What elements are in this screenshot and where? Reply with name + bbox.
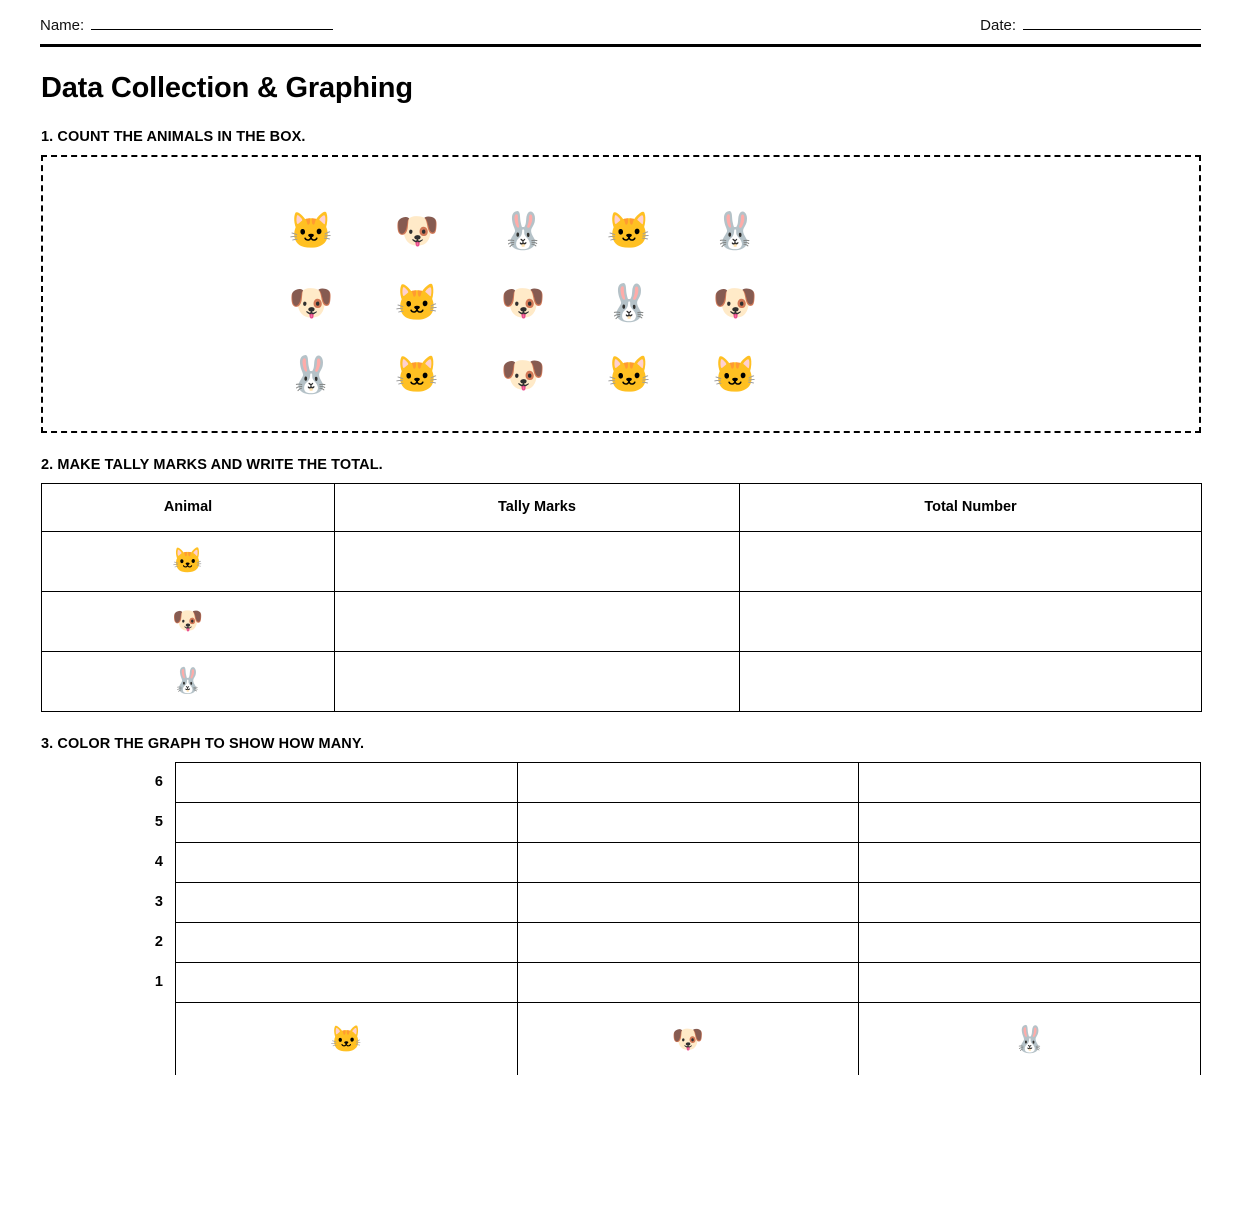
section-1-heading: 1. COUNT THE ANIMALS IN THE BOX. xyxy=(41,128,306,145)
name-input-line[interactable] xyxy=(91,16,333,30)
dog-icon: 🐶 xyxy=(42,591,335,651)
date-label: Date: xyxy=(980,17,1016,34)
y-axis-tick-6: 6 xyxy=(154,773,163,790)
graph-cell-dog-4[interactable] xyxy=(518,843,860,882)
graph-y-axis xyxy=(41,762,175,1075)
graph-cell-dog-6[interactable] xyxy=(518,763,860,802)
graph-cell-rabbit-2[interactable] xyxy=(859,923,1200,962)
dog-icon: 🐶 xyxy=(712,281,758,323)
cat-icon: 🐱 xyxy=(394,281,440,323)
graph-cell-cat-5[interactable] xyxy=(176,803,518,842)
rabbit-icon: 🐰 xyxy=(288,353,334,395)
bar-graph xyxy=(41,762,1201,1075)
graph-cell-cat-6[interactable] xyxy=(176,763,518,802)
graph-row-2 xyxy=(176,923,1200,963)
y-axis-tick-3: 3 xyxy=(154,893,163,910)
rabbit-icon: 🐰 xyxy=(500,209,546,251)
total-number-input-rabbit[interactable] xyxy=(740,651,1202,711)
header-divider xyxy=(40,44,1201,47)
graph-row-4 xyxy=(176,843,1200,883)
graph-cell-rabbit-4[interactable] xyxy=(859,843,1200,882)
graph-cell-dog-1[interactable] xyxy=(518,963,860,1002)
column-header-tally-marks: Tally Marks xyxy=(335,483,740,531)
graph-x-axis xyxy=(176,1003,1200,1075)
graph-cell-rabbit-1[interactable] xyxy=(859,963,1200,1002)
graph-cell-cat-3[interactable] xyxy=(176,883,518,922)
graph-cell-rabbit-6[interactable] xyxy=(859,763,1200,802)
table-row xyxy=(42,591,1202,651)
graph-grid xyxy=(175,762,1201,1075)
total-number-input-dog[interactable] xyxy=(740,591,1202,651)
animal-grid xyxy=(0,195,1199,411)
graph-cell-cat-1[interactable] xyxy=(176,963,518,1002)
y-axis-tick-2: 2 xyxy=(154,933,163,950)
section-2-heading: 2. MAKE TALLY MARKS AND WRITE THE TOTAL. xyxy=(41,456,383,473)
dog-icon: 🐶 xyxy=(518,1003,860,1075)
graph-cell-rabbit-5[interactable] xyxy=(859,803,1200,842)
graph-row-3 xyxy=(176,883,1200,923)
dog-icon: 🐶 xyxy=(500,353,546,395)
date-input-line[interactable] xyxy=(1023,16,1201,30)
graph-cell-dog-3[interactable] xyxy=(518,883,860,922)
total-number-input-cat[interactable] xyxy=(740,531,1202,591)
tally-marks-input-cat[interactable] xyxy=(335,531,740,591)
graph-cell-cat-4[interactable] xyxy=(176,843,518,882)
table-row xyxy=(42,531,1202,591)
graph-row-6 xyxy=(176,763,1200,803)
worksheet-header xyxy=(40,0,1201,34)
cat-icon: 🐱 xyxy=(712,353,758,395)
rabbit-icon: 🐰 xyxy=(42,651,335,711)
cat-icon: 🐱 xyxy=(606,353,652,395)
y-axis-tick-1: 1 xyxy=(154,973,163,990)
y-axis-tick-5: 5 xyxy=(154,813,163,830)
y-axis-tick-4: 4 xyxy=(154,853,163,870)
column-header-total-number: Total Number xyxy=(740,483,1202,531)
cat-icon: 🐱 xyxy=(288,209,334,251)
rabbit-icon: 🐰 xyxy=(712,209,758,251)
section-3-heading: 3. COLOR THE GRAPH TO SHOW HOW MANY. xyxy=(41,735,365,752)
column-header-animal: Animal xyxy=(42,483,335,531)
dog-icon: 🐶 xyxy=(394,209,440,251)
rabbit-icon: 🐰 xyxy=(606,281,652,323)
graph-row-1 xyxy=(176,963,1200,1003)
table-header-row xyxy=(42,483,1202,531)
graph-cell-dog-2[interactable] xyxy=(518,923,860,962)
graph-cell-rabbit-3[interactable] xyxy=(859,883,1200,922)
cat-icon: 🐱 xyxy=(42,531,335,591)
graph-cell-dog-5[interactable] xyxy=(518,803,860,842)
rabbit-icon: 🐰 xyxy=(1013,1023,1046,1054)
graph-cell-cat-2[interactable] xyxy=(176,923,518,962)
date-field[interactable] xyxy=(980,16,1201,34)
animal-count-box xyxy=(41,155,1201,433)
graph-row-5 xyxy=(176,803,1200,843)
dog-icon: 🐶 xyxy=(288,281,334,323)
cat-icon: 🐱 xyxy=(394,353,440,395)
page-title: Data Collection & Graphing xyxy=(41,72,413,104)
tally-marks-input-dog[interactable] xyxy=(335,591,740,651)
name-field[interactable] xyxy=(40,16,333,34)
name-label: Name: xyxy=(40,17,85,34)
cat-icon: 🐱 xyxy=(176,1003,518,1075)
dog-icon: 🐶 xyxy=(500,281,546,323)
tally-marks-input-rabbit[interactable] xyxy=(335,651,740,711)
cat-icon: 🐱 xyxy=(606,209,652,251)
tally-table xyxy=(41,483,1202,712)
table-row xyxy=(42,651,1202,711)
